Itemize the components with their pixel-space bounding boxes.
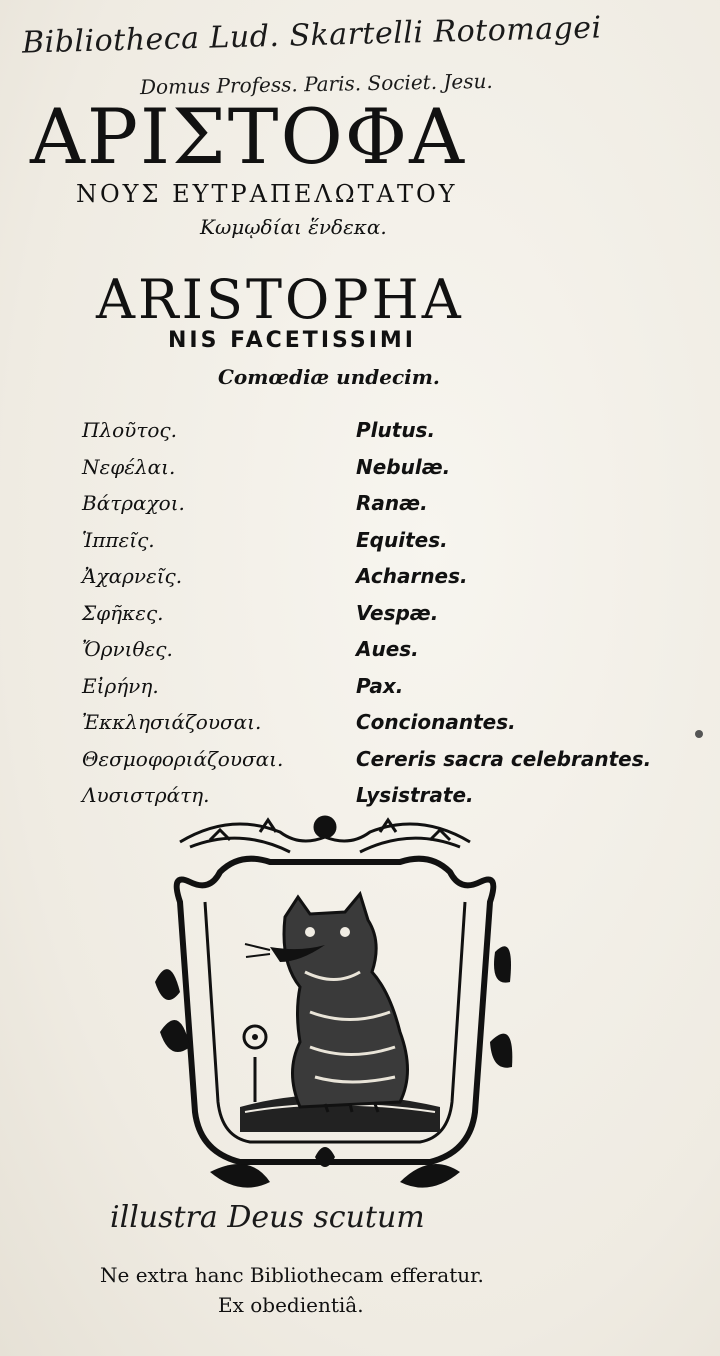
printers-device-cat-icon bbox=[150, 812, 520, 1202]
list-item bbox=[82, 491, 662, 528]
list-item bbox=[82, 455, 662, 492]
latin-play-name: Pax. bbox=[356, 673, 404, 698]
ink-speck bbox=[695, 730, 703, 738]
greek-play-name: Εἰρήνη. bbox=[82, 673, 159, 698]
latin-play-name: Equites. bbox=[356, 527, 448, 552]
latin-play-name: Vespæ. bbox=[356, 600, 439, 625]
footer-line-1: Ne extra hanc Bibliothecam efferatur. bbox=[100, 1263, 484, 1287]
greek-play-name: Νεφέλαι. bbox=[82, 454, 176, 479]
list-item bbox=[82, 637, 662, 674]
greek-play-name: Πλοῦτος. bbox=[82, 418, 177, 442]
greek-play-name: Θεσμοφοριάζουσαι. bbox=[82, 746, 284, 771]
list-item bbox=[82, 601, 662, 638]
greek-play-name: Ἀχαρνεῖς. bbox=[82, 564, 183, 588]
latin-play-name: Cereris sacra celebrantes. bbox=[356, 746, 652, 771]
cat-icon bbox=[245, 894, 408, 1112]
list-item bbox=[82, 710, 662, 747]
latin-subtitle-2: Comœdiæ undecim. bbox=[218, 365, 440, 389]
ornament-icon bbox=[180, 817, 470, 852]
greek-play-name: Ἐκκλησιάζουσαι. bbox=[82, 710, 262, 734]
latin-play-name: Aues. bbox=[356, 637, 419, 661]
latin-play-name: Plutus. bbox=[356, 418, 436, 442]
provenance-inscription: Domus Profess. Paris. Societ. Jesu. bbox=[139, 68, 493, 100]
ownership-inscription: Bibliotheca Lud. Skartelli Rotomagei bbox=[21, 10, 603, 61]
latin-play-name: Lysistrate. bbox=[356, 783, 474, 807]
greek-title: ΑΡΙΣΤΟΦΑ bbox=[30, 92, 466, 181]
list-item bbox=[82, 528, 662, 565]
list-item bbox=[82, 418, 662, 455]
list-item bbox=[82, 674, 662, 711]
latin-play-name: Acharnes. bbox=[356, 564, 468, 588]
latin-title: ARISTOPHA bbox=[96, 268, 464, 331]
latin-subtitle: NIS FACETISSIMI bbox=[168, 328, 416, 353]
greek-play-name: Βάτραχοι. bbox=[82, 491, 185, 515]
greek-play-name: Λυσιστράτη. bbox=[82, 783, 210, 807]
greek-play-name: Σφῆκες. bbox=[82, 600, 164, 625]
footer-line-2: Ex obedientiâ. bbox=[218, 1293, 364, 1317]
flower-icon bbox=[244, 1026, 266, 1102]
greek-subtitle-2: Κωμῳδίαι ἕνδεκα. bbox=[200, 215, 387, 239]
plays-list bbox=[82, 418, 662, 820]
device-motto: illustra Deus scutum bbox=[110, 1200, 425, 1235]
greek-play-name: Ἱππεῖς. bbox=[82, 527, 155, 552]
greek-play-name: Ὄρνιθες. bbox=[82, 637, 173, 661]
latin-play-name: Ranæ. bbox=[356, 491, 428, 515]
latin-play-name: Nebulæ. bbox=[356, 454, 451, 479]
greek-subtitle: ΝΟΥΣ ΕΥΤΡΑΠΕΛΩΤΑΤΟΥ bbox=[76, 180, 458, 208]
latin-play-name: Concionantes. bbox=[356, 710, 516, 734]
list-item bbox=[82, 564, 662, 601]
list-item bbox=[82, 747, 662, 784]
